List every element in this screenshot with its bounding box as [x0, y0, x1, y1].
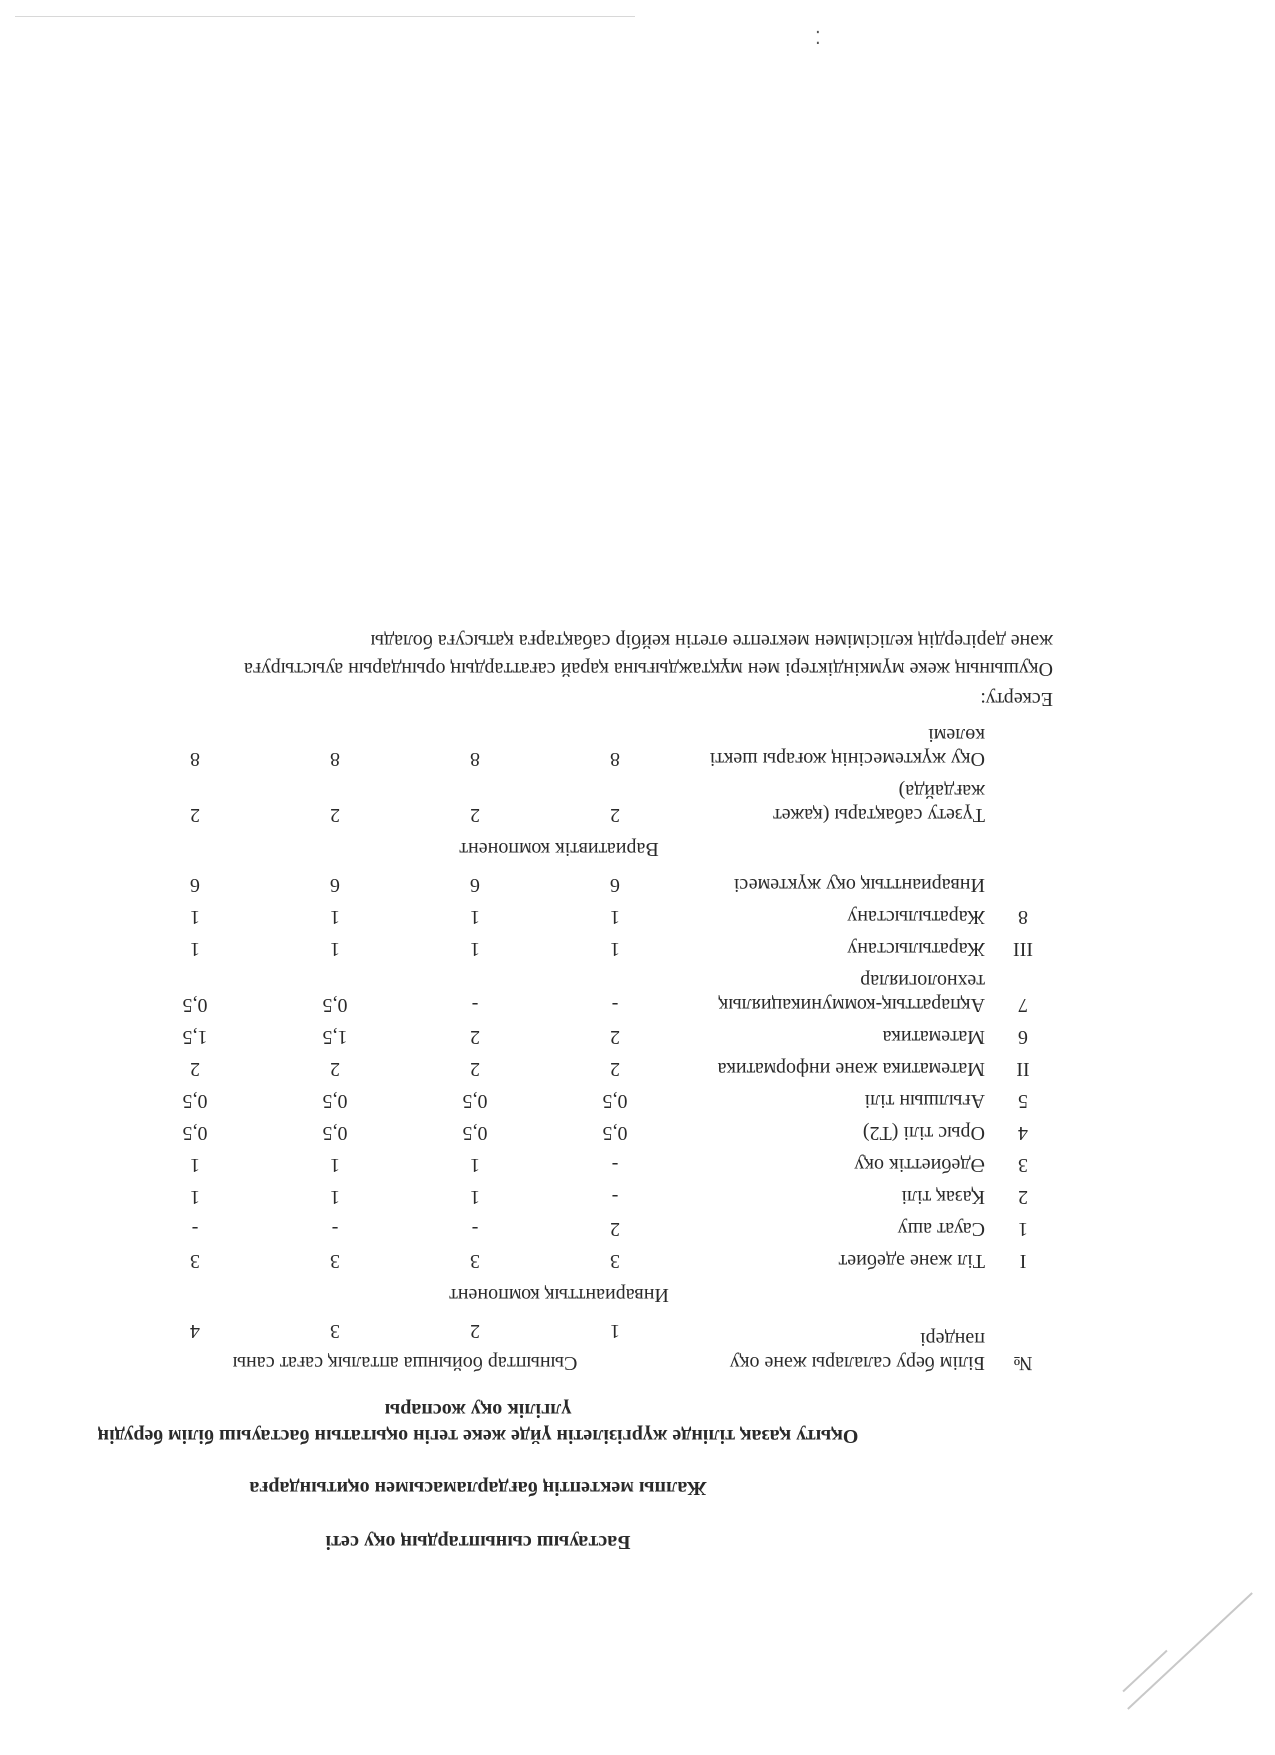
table-row	[125, 1053, 1053, 1085]
document-content	[0, 627, 1053, 1555]
row-value: 6	[330, 874, 340, 896]
row-num: 2	[1018, 1186, 1028, 1208]
row-value: 0,5	[182, 994, 208, 1016]
row-value: 2	[470, 1026, 480, 1048]
row-name: Әдебиеттік оқу	[854, 1154, 985, 1176]
row-value: 1	[610, 938, 620, 960]
grade-3: 3	[330, 1320, 340, 1342]
row-name: Жаратылыстану	[847, 906, 985, 928]
row-value: 1	[330, 938, 340, 960]
row-num: 7	[1018, 994, 1028, 1016]
variative-section-row	[125, 831, 1053, 869]
grade-4: 4	[190, 1320, 200, 1342]
table-row	[125, 1213, 1053, 1245]
row-value: -	[611, 994, 619, 1016]
row-name: Орыс тілі (Т2)	[862, 1122, 985, 1144]
row-value: 2	[190, 804, 200, 826]
note-line-1: Оқушының жеке мүмкіндіктері мен мұқтаждығына қарай сағаттардың орындарын ауыстыруға	[243, 658, 1053, 680]
max-load-row	[125, 719, 1053, 775]
row-name: Қазақ тілі	[901, 1186, 985, 1208]
row-value: 3	[330, 1250, 340, 1272]
row-num: 1	[1018, 1218, 1028, 1240]
row-value: 0,5	[462, 1090, 488, 1112]
row-value: 1	[190, 1154, 200, 1176]
note-line-2: және дәрігердің келісімімен мектепте өтетін кейбір сабақтарға қатысуға болады	[370, 630, 1053, 652]
header-num: №	[1013, 1352, 1033, 1374]
row-value: 2	[470, 804, 480, 826]
row-name: Ақпараттық-коммуникациялық технологиялар	[718, 970, 985, 1016]
table-row	[125, 1181, 1053, 1213]
row-value: 1,5	[322, 1026, 348, 1048]
table-row	[125, 1085, 1053, 1117]
row-value: 1	[190, 938, 200, 960]
row-value: -	[471, 994, 479, 1016]
row-value: 2	[330, 1058, 340, 1080]
row-value: 2	[330, 804, 340, 826]
row-value: 8	[470, 748, 480, 770]
title-line-3: Оқыту қазақ тілінде жүргізілетін үйде жеке тегін оқытатын бастауыш білім берудің	[97, 1425, 859, 1447]
scan-edge-line	[15, 16, 635, 17]
curriculum-table	[125, 719, 1053, 1379]
row-value: 6	[190, 874, 200, 896]
row-name: Математика	[882, 1026, 985, 1048]
row-name: Тіл және әдебиет	[838, 1250, 985, 1272]
table-row	[125, 1117, 1053, 1149]
row-value: 2	[190, 1058, 200, 1080]
row-value: -	[611, 1186, 619, 1208]
corrective-row	[125, 775, 1053, 831]
row-value: 0,5	[322, 1122, 348, 1144]
row-value: 1	[470, 1154, 480, 1176]
row-value: 3	[470, 1250, 480, 1272]
corrective-name: Түзету сабақтары (қажет жағдайда)	[773, 780, 985, 826]
row-num: 3	[1018, 1154, 1028, 1176]
row-name: Математика және информатика	[717, 1058, 985, 1080]
row-value: 6	[610, 874, 620, 896]
row-value: 2	[610, 1026, 620, 1048]
row-name: Сауат ашу	[897, 1218, 985, 1240]
row-value: 0,5	[182, 1090, 208, 1112]
row-value: -	[471, 1218, 479, 1240]
row-value: 3	[610, 1250, 620, 1272]
note-label: Ескерту:	[980, 688, 1053, 710]
row-value: 8	[190, 748, 200, 770]
table-row	[125, 901, 1053, 933]
row-num: III	[1013, 938, 1033, 960]
row-value: 6	[470, 874, 480, 896]
row-num: 4	[1018, 1122, 1028, 1144]
row-value: -	[331, 1218, 339, 1240]
invariant-section-row	[125, 1277, 1053, 1315]
row-value: -	[611, 1154, 619, 1176]
table-header-row	[125, 1347, 1053, 1379]
row-value: 2	[470, 1058, 480, 1080]
scan-speck: ⁚	[815, 28, 821, 48]
grade-2: 2	[470, 1320, 480, 1342]
table-row	[125, 1021, 1053, 1053]
invariant-label: Инварианттық компонент	[449, 1284, 669, 1306]
row-num: II	[1016, 1058, 1030, 1080]
table-row	[125, 965, 1053, 1021]
invariant-load-name: Инварианттық оқу жүктемесі	[733, 874, 985, 896]
row-value: 0,5	[602, 1122, 628, 1144]
row-value: 0,5	[322, 994, 348, 1016]
header-subjects: Білім беру салалары және оқу пәндері	[729, 1328, 985, 1374]
row-value: 1	[470, 906, 480, 928]
row-name: Ағылшын тілі	[864, 1090, 985, 1112]
row-value: 1	[470, 938, 480, 960]
row-value: 1	[610, 906, 620, 928]
row-value: 1	[470, 1186, 480, 1208]
row-value: 3	[190, 1250, 200, 1272]
row-value: 2	[610, 804, 620, 826]
row-value: 1	[330, 1154, 340, 1176]
max-load-name: Оқу жүктемесінің жоғары шекті көлемі	[709, 724, 985, 770]
row-num: 5	[1018, 1090, 1028, 1112]
invariant-load-row	[125, 869, 1053, 901]
row-num: 8	[1018, 906, 1028, 928]
title-line-1: Бастауыш сыныптардың оқу сеті	[325, 1531, 631, 1553]
title-line-4: үлгілік оқу жоспары	[384, 1399, 572, 1421]
row-name: Жаратылыстану	[847, 938, 985, 960]
table-row	[125, 1149, 1053, 1181]
row-value: -	[191, 1218, 199, 1240]
title-line-2: Жалпы мектептің бағдарламасымен оқитындарға	[249, 1477, 707, 1499]
row-value: 0,5	[322, 1090, 348, 1112]
row-value: 8	[330, 748, 340, 770]
row-value: 0,5	[602, 1090, 628, 1112]
row-value: 1	[190, 1186, 200, 1208]
notes-block	[0, 627, 1053, 713]
row-value: 2	[610, 1058, 620, 1080]
title-block	[0, 1397, 1053, 1555]
row-value: 0,5	[182, 1122, 208, 1144]
variative-label: Вариативтік компонент	[459, 838, 659, 860]
row-value: 1	[190, 906, 200, 928]
row-num: I	[1019, 1250, 1027, 1272]
table-row	[125, 933, 1053, 965]
table-row	[125, 1245, 1053, 1277]
row-num: 6	[1018, 1026, 1028, 1048]
row-value: 1,5	[182, 1026, 208, 1048]
row-value: 1	[330, 1186, 340, 1208]
row-value: 8	[610, 748, 620, 770]
header-hours: Сыныптар бойынша апталық сағат саны	[232, 1352, 578, 1374]
row-value: 0,5	[462, 1122, 488, 1144]
row-value: 2	[610, 1218, 620, 1240]
row-value: 1	[330, 906, 340, 928]
grade-1: 1	[610, 1320, 620, 1342]
